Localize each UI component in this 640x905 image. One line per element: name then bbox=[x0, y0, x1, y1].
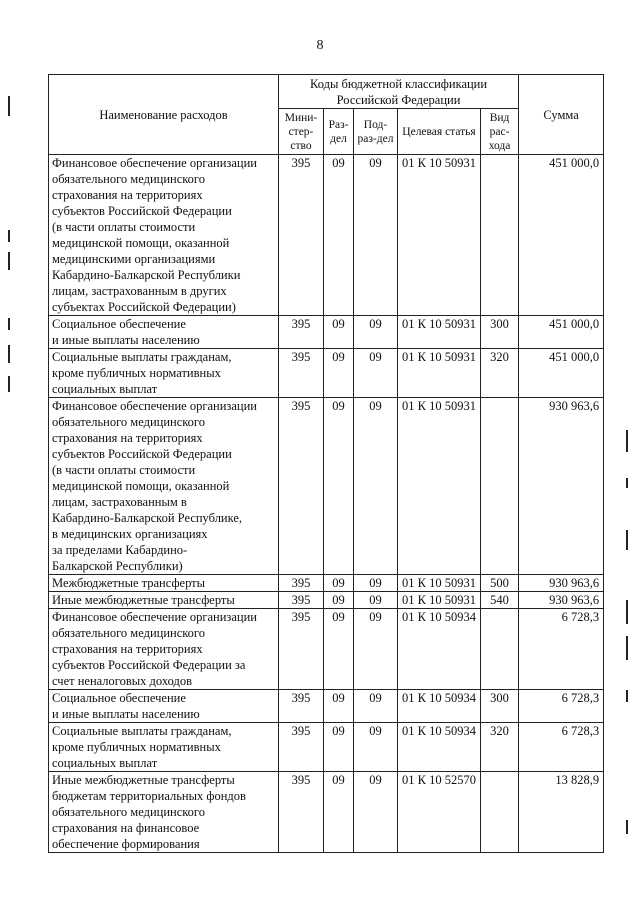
table-row bbox=[49, 609, 604, 690]
row-sum: 13 828,9 bbox=[519, 772, 604, 853]
scan-artifact bbox=[8, 345, 10, 363]
row-target-article: 01 К 10 50931 bbox=[398, 575, 481, 592]
row-expense-type: 300 bbox=[481, 690, 519, 723]
row-expense-name: Финансовое обеспечение организации обязательного медицинского страхования на территориях субъектов Российской Федерации (в части оплаты стоимости медицинской помощи, оказанной медицинскими организациями Кабардино-Балкарской Республики лицам, застрахованным в других субъектах Российской Федерации) bbox=[49, 155, 279, 316]
budget-table-container bbox=[48, 74, 603, 853]
row-sum: 930 963,6 bbox=[519, 575, 604, 592]
row-target-article: 01 К 10 50931 bbox=[398, 398, 481, 575]
table-row bbox=[49, 316, 604, 349]
header-subsection: Под-раз-дел bbox=[354, 109, 398, 155]
row-ministry: 395 bbox=[279, 349, 324, 398]
row-target-article: 01 К 10 50931 bbox=[398, 316, 481, 349]
scan-artifact bbox=[626, 600, 628, 624]
row-target-article: 01 К 10 50931 bbox=[398, 592, 481, 609]
row-sum: 930 963,6 bbox=[519, 592, 604, 609]
scan-artifact bbox=[626, 690, 628, 702]
row-subsection: 09 bbox=[354, 155, 398, 316]
row-expense-type: 320 bbox=[481, 723, 519, 772]
row-expense-type bbox=[481, 398, 519, 575]
header-sum: Сумма bbox=[519, 75, 604, 155]
row-sum: 6 728,3 bbox=[519, 723, 604, 772]
row-section: 09 bbox=[324, 592, 354, 609]
scan-artifact bbox=[8, 318, 10, 330]
scan-artifact bbox=[8, 252, 10, 270]
row-expense-type: 500 bbox=[481, 575, 519, 592]
scan-artifact bbox=[626, 530, 628, 550]
row-ministry: 395 bbox=[279, 592, 324, 609]
row-expense-name: Финансовое обеспечение организации обязательного медицинского страхования на территориях субъектов Российской Федерации за счет неналоговых доходов bbox=[49, 609, 279, 690]
row-section: 09 bbox=[324, 155, 354, 316]
row-section: 09 bbox=[324, 575, 354, 592]
row-target-article: 01 К 10 50931 bbox=[398, 155, 481, 316]
row-subsection: 09 bbox=[354, 772, 398, 853]
row-ministry: 395 bbox=[279, 575, 324, 592]
row-expense-type: 300 bbox=[481, 316, 519, 349]
row-sum: 451 000,0 bbox=[519, 316, 604, 349]
table-row bbox=[49, 723, 604, 772]
row-subsection: 09 bbox=[354, 592, 398, 609]
row-subsection: 09 bbox=[354, 723, 398, 772]
row-ministry: 395 bbox=[279, 316, 324, 349]
row-subsection: 09 bbox=[354, 349, 398, 398]
scan-artifact bbox=[8, 376, 10, 392]
row-expense-name: Социальное обеспечение и иные выплаты населению bbox=[49, 690, 279, 723]
table-row bbox=[49, 690, 604, 723]
row-ministry: 395 bbox=[279, 609, 324, 690]
table-row bbox=[49, 349, 604, 398]
row-ministry: 395 bbox=[279, 398, 324, 575]
row-sum: 451 000,0 bbox=[519, 155, 604, 316]
row-ministry: 395 bbox=[279, 155, 324, 316]
row-target-article: 01 К 10 50931 bbox=[398, 349, 481, 398]
row-subsection: 09 bbox=[354, 690, 398, 723]
row-expense-name: Межбюджетные трансферты bbox=[49, 575, 279, 592]
table-row bbox=[49, 772, 604, 853]
scan-artifact bbox=[8, 96, 10, 116]
row-sum: 6 728,3 bbox=[519, 690, 604, 723]
row-subsection: 09 bbox=[354, 609, 398, 690]
row-ministry: 395 bbox=[279, 772, 324, 853]
budget-table bbox=[48, 74, 604, 853]
header-ministry: Мини-стер-ство bbox=[279, 109, 324, 155]
scan-artifact bbox=[8, 230, 10, 242]
row-section: 09 bbox=[324, 349, 354, 398]
row-section: 09 bbox=[324, 316, 354, 349]
scan-artifact bbox=[626, 478, 628, 488]
row-target-article: 01 К 10 50934 bbox=[398, 723, 481, 772]
header-expense-type: Вид рас-хода bbox=[481, 109, 519, 155]
row-expense-name: Иные межбюджетные трансферты бюджетам территориальных фондов обязательного медицинского страхования на финансовое обеспечение формирования bbox=[49, 772, 279, 853]
row-sum: 6 728,3 bbox=[519, 609, 604, 690]
page-number: 8 bbox=[316, 38, 324, 53]
row-section: 09 bbox=[324, 723, 354, 772]
row-ministry: 395 bbox=[279, 723, 324, 772]
scan-artifact bbox=[626, 820, 628, 834]
row-target-article: 01 К 10 50934 bbox=[398, 609, 481, 690]
table-row bbox=[49, 398, 604, 575]
row-expense-type: 320 bbox=[481, 349, 519, 398]
row-section: 09 bbox=[324, 398, 354, 575]
row-expense-name: Социальные выплаты гражданам, кроме публичных нормативных социальных выплат bbox=[49, 349, 279, 398]
row-subsection: 09 bbox=[354, 575, 398, 592]
row-subsection: 09 bbox=[354, 398, 398, 575]
header-target-article: Целевая статья bbox=[398, 109, 481, 155]
row-ministry: 395 bbox=[279, 690, 324, 723]
row-section: 09 bbox=[324, 772, 354, 853]
row-section: 09 bbox=[324, 690, 354, 723]
table-row bbox=[49, 575, 604, 592]
row-target-article: 01 К 10 52570 bbox=[398, 772, 481, 853]
scan-artifact bbox=[626, 430, 628, 452]
row-sum: 930 963,6 bbox=[519, 398, 604, 575]
header-section: Раз-дел bbox=[324, 109, 354, 155]
row-sum: 451 000,0 bbox=[519, 349, 604, 398]
header-classification-codes: Коды бюджетной классификации Российской Федерации bbox=[279, 75, 519, 109]
row-expense-type: 540 bbox=[481, 592, 519, 609]
row-expense-type bbox=[481, 772, 519, 853]
row-subsection: 09 bbox=[354, 316, 398, 349]
row-expense-name: Финансовое обеспечение организации обязательного медицинского страхования на территориях субъектов Российской Федерации (в части оплаты стоимости медицинской помощи, оказанной лицам, застрахованным в Кабардино-Балкарской Республике, в медицинских организациях за пределами Кабардино- Балкарской Республики) bbox=[49, 398, 279, 575]
row-expense-name: Социальные выплаты гражданам, кроме публичных нормативных социальных выплат bbox=[49, 723, 279, 772]
row-expense-type bbox=[481, 155, 519, 316]
row-expense-name: Иные межбюджетные трансферты bbox=[49, 592, 279, 609]
header-expense-name: Наименование расходов bbox=[49, 75, 279, 155]
row-expense-name: Социальное обеспечение и иные выплаты населению bbox=[49, 316, 279, 349]
table-row bbox=[49, 592, 604, 609]
row-section: 09 bbox=[324, 609, 354, 690]
table-row bbox=[49, 155, 604, 316]
row-target-article: 01 К 10 50934 bbox=[398, 690, 481, 723]
row-expense-type bbox=[481, 609, 519, 690]
scan-artifact bbox=[626, 636, 628, 660]
